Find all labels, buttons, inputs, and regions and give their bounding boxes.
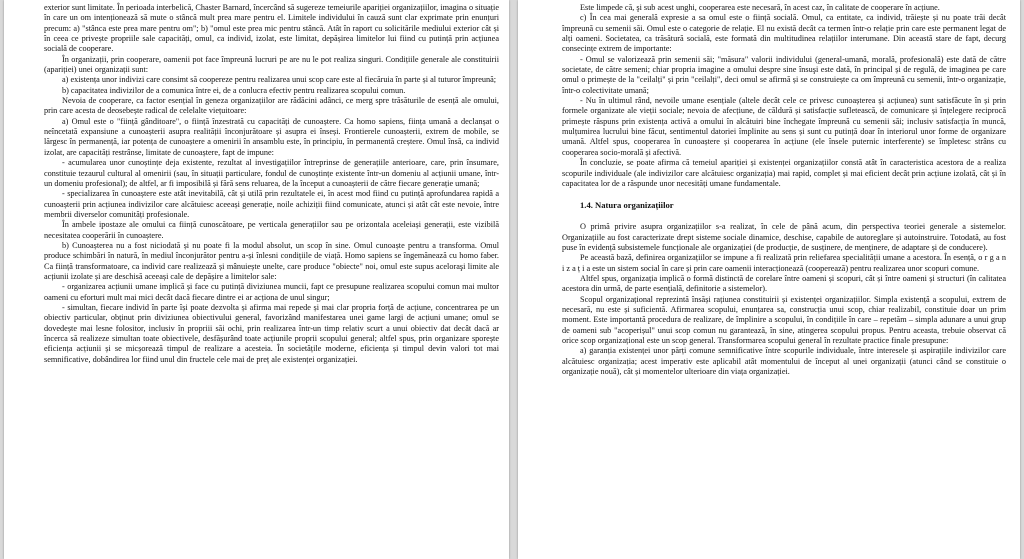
paragraph: c) În cea mai generală expresie a sa omul este o ființă socială. Omul, ca entitate, ca individ, trăiește și nu poate trăi decât împreună cu semenii săi. Omul este o categorie de relație. El nu există decât ca termen într-o relație prin care este permanent legat de alți oameni. Societatea, ca trăsătură socială, este formată din multitudinea relațiilor interumane. Din această stare de fapt, decurg consecințe extrem de importante: <box>562 13 1006 54</box>
paragraph: Scopul organizațional reprezintă însăși rațiunea constituirii și existenței organizațiilor. Simpla existență a scopului, extrem de necesară, nu este și suficientă. Afirmarea scopului, enunțarea sa, construcția unui scop, chiar realizabil, constituie doar un prim moment. Este importantă procedura de realizare, de împlinire a scopului, în condițiile în care – repetăm – simpla adunare a unui grup de oameni sub "acoperișul" unui scop comun nu garantează, în sine, atingerea scopului propus. Pentru aceasta, trebuie observat că orice scop organizațional este un scop general. Transformarea scopului general în rezultate practice finale presupune: <box>562 294 1006 345</box>
paragraph: - simultan, fiecare individ în parte își poate dezvolta și afirma mai repede și mai clar propria forță de acțiune, concentrarea pe un obiectiv particular, obținut prin diviziunea obiectivului general, favorizând manifestarea unei game largi de acțiuni umane; omul se dovedește mai lesne folositor, inclusiv în propriii săi ochi, prin realizarea într-un timp relativ scurt a unui obiectiv dat decât dacă ar încerca să realizeze simultan toate obiectivele, desfășurând toate acțiunile proprii scopului general; altfel spus, prin organizare sporește eficiența acțiunii și se micșorează timpul de realizare a acesteia. În societățile moderne, eficiența și timpul devin valori tot mai semnificative, dobândirea lor fiind unul din fructele cele mai de preț ale existenței organizației. <box>44 302 499 364</box>
document-page-left <box>4 0 509 559</box>
section-heading: 1.4. Natura organizațiilor <box>580 200 674 211</box>
paragraph: Este limpede că, şi sub acest unghi, cooperarea este necesară, în acest caz, în calitate de cooperare în acțiune. <box>580 3 940 12</box>
paragraph: a) Omul este o "ființă gânditoare", o ființă înzestrată cu capacități de cunoaștere. Ca homo sapiens, ființa umană a declanșat o neîncetată expansiune a cunoașterii asupra realității înconjurătoare și asupra ei înseși. Frontierele cunoașterii, extrem de mobile, se lărgesc în permanență, iar potența de cunoaștere a omenirii în ansamblu este, în principiu, în permanentă creștere. Omul însă, ca individ izolat, are capacități restrânse, limitate de cunoaștere, fapt de impune: <box>44 116 499 157</box>
paragraph: În organizații, prin cooperare, oamenii pot face împreună lucruri pe are nu le pot realiza singuri. Condițiile generale ale constituirii (apariției) unei organizații sunt: <box>44 54 499 75</box>
document-page-right <box>518 0 1020 559</box>
paragraph: Nevoia de cooperare, ca factor esențial în geneza organizațiilor are rădăcini adânci, ce merg spre trăsăturile de esență ale omului, prin care acesta de deosebește radical de celelalte viețuitoare: <box>44 96 499 116</box>
paragraph: - specializarea în cunoaștere este atât inevitabilă, cât și utilă prin rezultatele ei, în acest mod fiind cu putință aprofundarea rapidă a cunoașterii prin acțiunea indivizilor care alcătuiesc aceeași generație, noile achiziții fiind comunicate, atunci și atât cât este nevoie, între membrii diverselor comunități profesionale. <box>44 189 499 219</box>
paragraph: - organizarea acțiunii umane implică și face cu putință diviziunea muncii, fapt ce presupune realizarea scopului comun mai multor oameni cu eforturi mult mai mici decât dacă fiecare dintre ei ar acționa de unul singur; <box>44 282 499 302</box>
paragraph: În concluzie, se poate afirma că temeiul apariției și existenței organizațiilor constă atât în caracteristica acestora de a realiza scopurile individuale (ale indivizilor care alcătuiesc organizația) mai rapid, complet și mai eficient decât prin acțiune izolată, cât și în capacitatea lor de a răspunde unor necesități umane fundamentale. <box>562 158 1006 188</box>
paragraph: a) existența unor indivizi care consimt să coopereze pentru realizarea unui scop care este al fiecăruia în parte și al tuturor împreună; <box>62 75 497 85</box>
paragraph: - Omul se valorizează prin semenii săi; "măsura" valorii individului (general-umană, morală, profesională) este dată de către societate, de către semeni; chiar propria imagine a omului despre sine însuşi este dată, în principal și de regulă, de imaginea pe care omul o primește de la "ceilalți" și prin "ceilalți", deci omul se afirmă și se construiește ca om împreună cu semenii, într-o organizație, într-o colectivitate umană; <box>562 54 1006 95</box>
paragraph: Pe această bază, definirea organizațiilor se impune a fi realizată prin reliefarea specialității umane a acestora. În esență, o r g a n i z a ț i a este un sistem social în care și prin care oamenii interacționează (cooperează) pentru realizarea unor scopuri comune. <box>562 253 1006 273</box>
paragraph: - acumularea unor cunoștințe deja existente, rezultat al investigațiilor întreprinse de generațiile anterioare, care, prin însumare, constituie tezaurul cultural al omenirii (sau, în situații particulare, fondul de cunoștințe existente într-un domeniu al acțiunii umane, într-un domeniu profesional); de altfel, ar fi imposibilă și fără sens reluarea, de la început a cunoașterii de către fiecare generație umană; <box>44 158 499 188</box>
paragraph: b) Cunoașterea nu a fost niciodată și nu poate fi la modul absolut, un scop în sine. Omul cunoaște pentru a transforma. Omul produce schimbări în natură, în mediul înconjurător pentru a-și înlesni condițiile de viață. Homo sapiens se îngemănează cu homo faber. Ca ființă transformatoare, ca individ care realizează și mânuiește unelte, care produce "obiecte" noi, omul este supus aceloraşi limite ale acțiunii izolate și are deschisă aceeași cale de depășire a limitelor sale: <box>44 240 499 281</box>
left-page-text <box>44 3 499 365</box>
paragraph: a) garanția existenței unor părți comune semnificative între scopurile individuale, între interesele și aspirațiile indivizilor care alcătuiesc organizația; acest imperativ este aplicabil atât momentului de început al unei organizații (atunci când se constituie o organizație nouă), cât și momentelor ulterioare din viața organizației. <box>562 346 1006 376</box>
paragraph: exterior sunt limitate. În perioada interbelică, Chaster Barnard, încercând să sugereze temeiurile apariției organizațiilor, imagina o situație în care un om intenționează să mute o stâncă mult prea mare pentru el. Limitele individului în cauză sunt clar exprimate prin enunțuri precum: a) "stânca este prea mare pentru om"; b) "omul este prea mic pentru stâncă. Atât în raport cu solicitările mediului exterior cât și în ceea ce privește propriile sale capacități, omul, ca individ, izolat, este limitat, depășirea limitelor lui fiind cu putință prin acțiunea socială de cooperare. <box>44 3 499 54</box>
right-page-text-bottom <box>562 222 1006 377</box>
right-page-text-top <box>562 3 1006 189</box>
paragraph: - Nu în ultimul rând, nevoile umane esențiale (altele decât cele ce privesc cunoașterea și acțiunea) sunt satisfăcute în și prin formele organizate ale vieții sociale; nevoia de afecțiune, de căldură și satisfacție sufletească, de comunicare și înțelegere reciprocă primește răspuns prin existența activă a omului în alcătuiri bine închegate împreună cu semenii săi; inclusiv satisfacția în muncă, mulțumirea lucrului bine făcut, sentimentul datoriei împlinite au sens și sunt cu putință doar în interiorul unor forme de organizare umană. Altfel spus, cooperarea în cunoaștere și cooperarea în acțiune (ele însele puternic interferente) se împletesc strâns cu cooperarea socio-morală și afectivă. <box>562 96 1006 157</box>
paragraph: O primă privire asupra organizațiilor s-a realizat, în cele de până acum, din perspectiva teoriei generale a sistemelor. Organizațiile au fost caracterizate drept sisteme sociale dinamice, deschise, capabile de autoreglare și autoinstruire. Totodată, au fost puse în evidență subsistemele funcționale ale organizației (de producție, de susținere, de menținere, de adaptare și de conducere). <box>562 222 1006 252</box>
paragraph: În ambele ipostaze ale omului ca ființă cunoscătoare, pe verticala generațiilor sau pe orizontala aceleiași generații, este vizibilă necesitatea cooperării în cunoaștere. <box>44 220 499 240</box>
paragraph: b) capacitatea indivizilor de a comunica între ei, de a conlucra efectiv pentru realizarea scopului comun. <box>62 85 406 95</box>
paragraph: Altfel spus, organizația implică o formă distinctă de corelare între oameni și scopuri, cât și între oameni și structuri (în calitatea acestora din urmă, de parte esențială, definitorie a sistemelor). <box>562 273 1006 294</box>
